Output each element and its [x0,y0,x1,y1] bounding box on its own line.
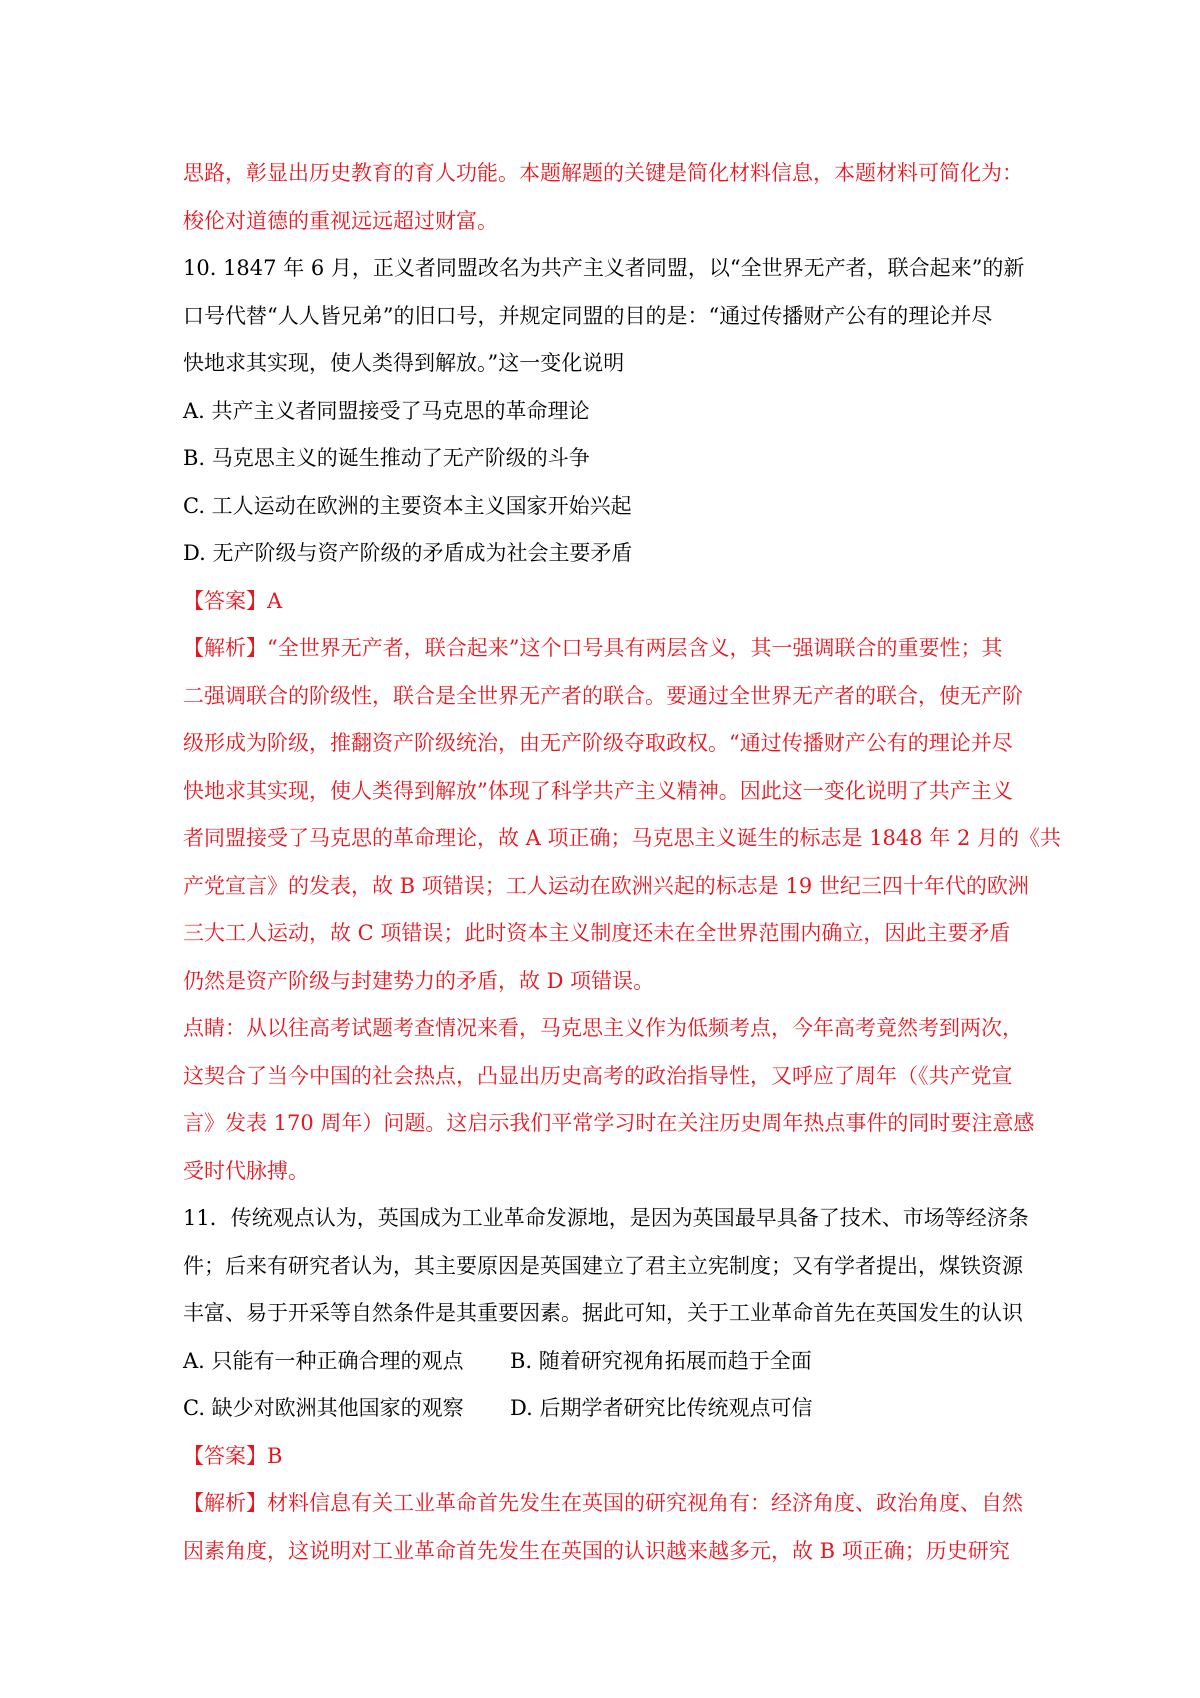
question-11-options [183,1338,1032,1433]
option-a: A. 共产主义者同盟接受了马克思的革命理论 [183,398,590,423]
text-line: 受时代脉搏。 [183,1158,309,1183]
option-c: C. 缺少对欧洲其他国家的观察 [183,1396,464,1420]
question-10-answer: 【答案】A [183,588,283,613]
question-11-answer: 【答案】B [183,1443,283,1468]
options-row [183,1385,1032,1433]
question-10-stem [183,245,1032,388]
previous-analysis-tail [183,150,1032,245]
option-d: D. 后期学者研究比传统观点可信 [510,1396,813,1420]
question-10-options [183,388,1032,578]
text-line: 言》发表 170 周年）问题。这启示我们平常学习时在关注历史周年热点事件的同时要注意感 [183,1111,1035,1135]
option-a: A. 只能有一种正确合理的观点 [183,1348,464,1373]
text-line: 11．传统观点认为，英国成为工业革命发源地，是因为英国最早具备了技术、市场等经济条 [183,1206,1029,1230]
text-line: 丰富、易于开采等自然条件是其重要因素。据此可知，关于工业革命首先在英国发生的认识 [183,1301,1023,1325]
option-c: C. 工人运动在欧洲的主要资本主义国家开始兴起 [183,493,632,518]
text-line: 件；后来有研究者认为，其主要原因是英国建立了君主立宪制度；又有学者提出，煤铁资源 [183,1253,1023,1278]
text-line: 者同盟接受了马克思的革命理论，故 A 项正确；马克思主义诞生的标志是 1848 年 2 月的《共 [183,826,1062,850]
question-10-analysis [183,625,1062,1005]
text-line: 三大工人运动，故 C 项错误；此时资本主义制度还未在全世界范围内确立，因此主要矛盾 [183,921,1011,945]
text-line: 级形成为阶级，推翻资产阶级统治，由无产阶级夺取政权。“通过传播财产公有的理论并尽 [183,731,1013,755]
text-line: 点睛：从以往高考试题考查情况来看，马克思主义作为低频考点，今年高考竟然考到两次， [183,1016,1023,1040]
option-b: B. 随着研究视角拓展而趋于全面 [510,1348,812,1373]
text-line: 【解析】材料信息有关工业革命首先发生在英国的研究视角有：经济角度、政治角度、自然 [183,1491,1023,1515]
text-line: 快地求其实现，使人类得到解放。”这一变化说明 [183,351,625,375]
option-d: D. 无产阶级与资产阶级的矛盾成为社会主要矛盾 [183,541,633,565]
text-line: 仍然是资产阶级与封建势力的矛盾，故 D 项错误。 [183,968,655,993]
text-line: 因素角度，这说明对工业革命首先发生在英国的认识越来越多元，故 B 项正确；历史研究 [183,1538,1010,1563]
text-line: 这契合了当今中国的社会热点，凸显出历史高考的政治指导性，又呼应了周年（《共产党宣 [183,1063,1013,1088]
text-line: 思路，彰显出历史教育的育人功能。本题解题的关键是简化材料信息，本题材料可简化为： [183,161,1023,185]
text-line: 口号代替“人人皆兄弟”的旧口号，并规定同盟的目的是：“通过传播财产公有的理论并尽 [183,303,993,328]
text-line: 10. 1847 年 6 月，正义者同盟改名为共产主义者同盟，以“全世界无产者，联合起来”的新 [183,256,1025,280]
question-11-stem [183,1195,1032,1338]
text-line: 【解析】“全世界无产者，联合起来”这个口号具有两层含义，其一强调联合的重要性；其 [183,636,1003,660]
text-line: 二强调联合的阶级性，联合是全世界无产者的联合。要通过全世界无产者的联合，使无产阶 [183,683,1023,708]
text-line: 快地求其实现，使人类得到解放”体现了科学共产主义精神。因此这一变化说明了共产主义 [183,778,1013,803]
option-b: B. 马克思主义的诞生推动了无产阶级的斗争 [183,446,590,470]
text-line: 产党宣言》的发表，故 B 项错误；工人运动在欧洲兴起的标志是 19 世纪三四十年代的欧洲 [183,873,1029,898]
question-11-analysis [183,1480,1032,1575]
text-line: 梭伦对道德的重视远远超过财富。 [183,208,498,233]
question-10-comment [183,1005,1035,1195]
options-row [183,1338,1032,1386]
